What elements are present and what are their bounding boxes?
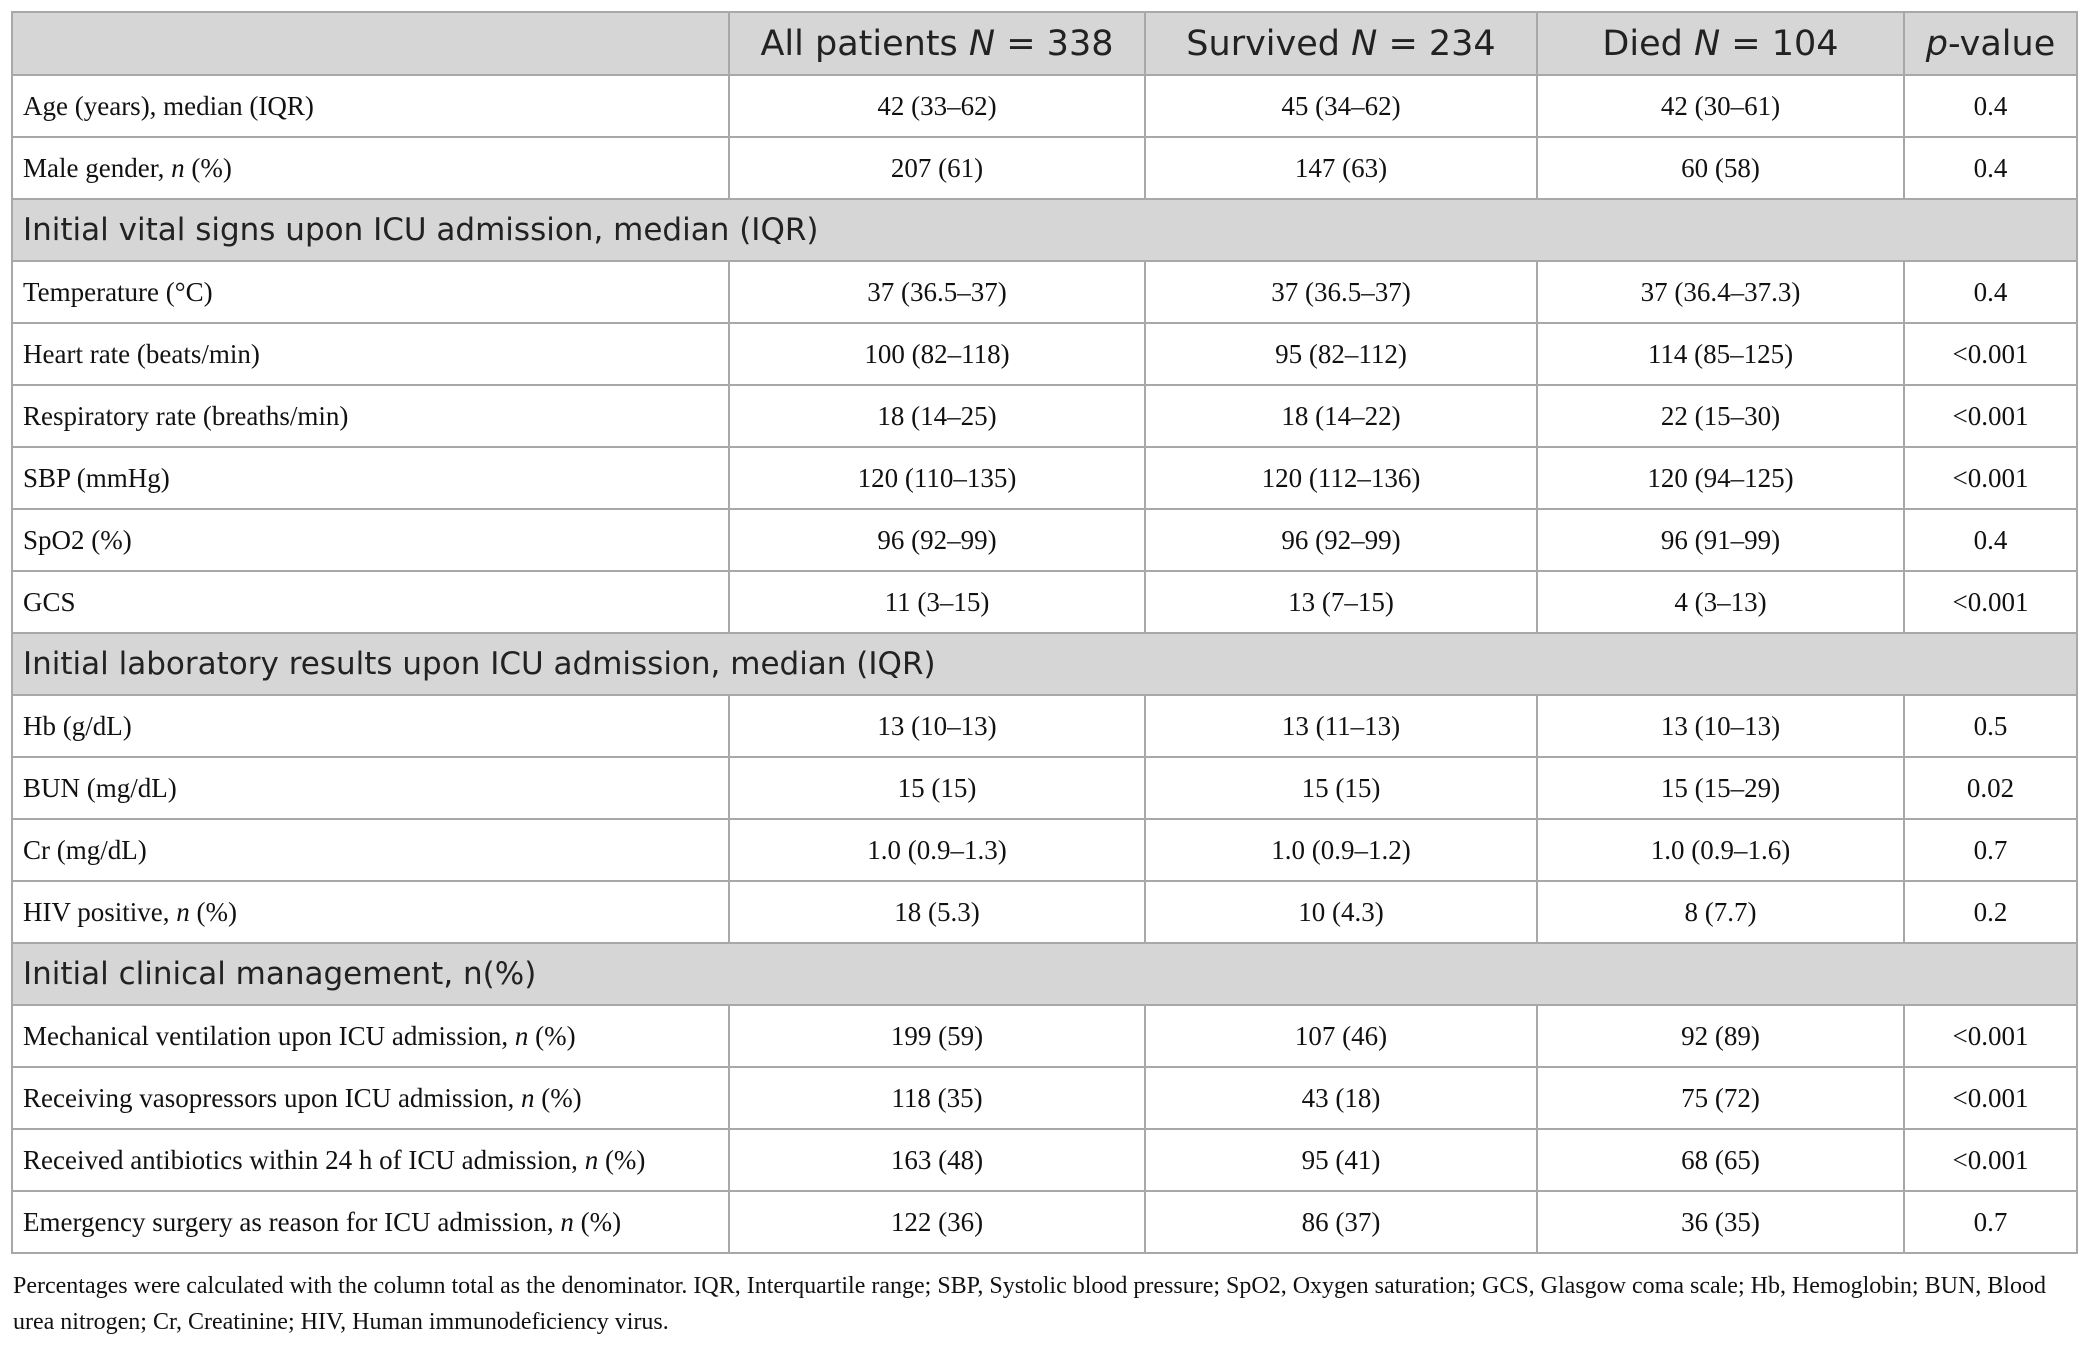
cell-p-value: 0.7 (1904, 1191, 2077, 1253)
cell-p-value: 0.4 (1904, 261, 2077, 323)
cell-died: 96 (91–99) (1537, 509, 1904, 571)
table-row (12, 323, 2077, 385)
cell-p-value: <0.001 (1904, 1005, 2077, 1067)
cell-died: 37 (36.4–37.3) (1537, 261, 1904, 323)
cell-survived: 45 (34–62) (1145, 75, 1537, 137)
row-label: Cr (mg/dL) (12, 819, 729, 881)
cell-survived: 13 (7–15) (1145, 571, 1537, 633)
row-label: Hb (g/dL) (12, 695, 729, 757)
cell-p-value: 0.4 (1904, 509, 2077, 571)
table-row (12, 571, 2077, 633)
cell-died: 75 (72) (1537, 1067, 1904, 1129)
table-row (12, 385, 2077, 447)
table-row (12, 1005, 2077, 1067)
row-label: HIV positive, n (%) (12, 881, 729, 943)
cell-all-patients: 15 (15) (729, 757, 1145, 819)
cell-died: 68 (65) (1537, 1129, 1904, 1191)
row-label: Heart rate (beats/min) (12, 323, 729, 385)
table-row (12, 1191, 2077, 1253)
row-label: SBP (mmHg) (12, 447, 729, 509)
cell-all-patients: 1.0 (0.9–1.3) (729, 819, 1145, 881)
row-label: Receiving vasopressors upon ICU admission, n (%) (12, 1067, 729, 1129)
header-died: Died N = 104 (1537, 12, 1904, 75)
cell-p-value: 0.4 (1904, 75, 2077, 137)
cell-survived: 10 (4.3) (1145, 881, 1537, 943)
cell-died: 120 (94–125) (1537, 447, 1904, 509)
header-label-column (12, 12, 729, 75)
table-row (12, 1067, 2077, 1129)
cell-survived: 13 (11–13) (1145, 695, 1537, 757)
cell-p-value: <0.001 (1904, 571, 2077, 633)
cell-p-value: <0.001 (1904, 1067, 2077, 1129)
table-row (12, 447, 2077, 509)
row-label: Emergency surgery as reason for ICU admission, n (%) (12, 1191, 729, 1253)
row-label: GCS (12, 571, 729, 633)
cell-died: 4 (3–13) (1537, 571, 1904, 633)
table-row (12, 261, 2077, 323)
cell-p-value: <0.001 (1904, 323, 2077, 385)
cell-all-patients: 207 (61) (729, 137, 1145, 199)
cell-all-patients: 11 (3–15) (729, 571, 1145, 633)
section-title: Initial vital signs upon ICU admission, median (IQR) (12, 199, 2077, 261)
table-row (12, 757, 2077, 819)
row-label: Male gender, n (%) (12, 137, 729, 199)
table-row (12, 75, 2077, 137)
cell-survived: 15 (15) (1145, 757, 1537, 819)
row-label: SpO2 (%) (12, 509, 729, 571)
section-header-row (12, 633, 2077, 695)
cell-all-patients: 18 (5.3) (729, 881, 1145, 943)
cell-survived: 107 (46) (1145, 1005, 1537, 1067)
cell-all-patients: 163 (48) (729, 1129, 1145, 1191)
section-header-row (12, 199, 2077, 261)
row-label: BUN (mg/dL) (12, 757, 729, 819)
row-label: Temperature (°C) (12, 261, 729, 323)
cell-survived: 37 (36.5–37) (1145, 261, 1537, 323)
cell-all-patients: 37 (36.5–37) (729, 261, 1145, 323)
cell-p-value: 0.02 (1904, 757, 2077, 819)
cell-survived: 147 (63) (1145, 137, 1537, 199)
cell-survived: 95 (82–112) (1145, 323, 1537, 385)
cell-all-patients: 96 (92–99) (729, 509, 1145, 571)
cell-survived: 95 (41) (1145, 1129, 1537, 1191)
table-body (12, 75, 2077, 1253)
cell-survived: 96 (92–99) (1145, 509, 1537, 571)
cell-died: 15 (15–29) (1537, 757, 1904, 819)
cell-died: 42 (30–61) (1537, 75, 1904, 137)
cell-died: 92 (89) (1537, 1005, 1904, 1067)
header-all-patients: All patients N = 338 (729, 12, 1145, 75)
cell-all-patients: 122 (36) (729, 1191, 1145, 1253)
header-survived: Survived N = 234 (1145, 12, 1537, 75)
cell-p-value: <0.001 (1904, 1129, 2077, 1191)
cell-died: 36 (35) (1537, 1191, 1904, 1253)
row-label: Received antibiotics within 24 h of ICU admission, n (%) (12, 1129, 729, 1191)
cell-p-value: <0.001 (1904, 447, 2077, 509)
row-label: Age (years), median (IQR) (12, 75, 729, 137)
table-row (12, 881, 2077, 943)
cell-died: 22 (15–30) (1537, 385, 1904, 447)
row-label: Mechanical ventilation upon ICU admission, n (%) (12, 1005, 729, 1067)
cell-died: 8 (7.7) (1537, 881, 1904, 943)
cell-survived: 43 (18) (1145, 1067, 1537, 1129)
cell-all-patients: 120 (110–135) (729, 447, 1145, 509)
table-container (11, 11, 2076, 1340)
cell-p-value: 0.7 (1904, 819, 2077, 881)
section-title: Initial clinical management, n(%) (12, 943, 2077, 1005)
cell-p-value: 0.5 (1904, 695, 2077, 757)
cell-all-patients: 18 (14–25) (729, 385, 1145, 447)
cell-died: 60 (58) (1537, 137, 1904, 199)
cell-all-patients: 100 (82–118) (729, 323, 1145, 385)
table-row (12, 819, 2077, 881)
cell-p-value: 0.4 (1904, 137, 2077, 199)
cell-p-value: 0.2 (1904, 881, 2077, 943)
header-p-value: p-value (1904, 12, 2077, 75)
row-label: Respiratory rate (breaths/min) (12, 385, 729, 447)
cell-all-patients: 199 (59) (729, 1005, 1145, 1067)
table-row (12, 1129, 2077, 1191)
section-title: Initial laboratory results upon ICU admission, median (IQR) (12, 633, 2077, 695)
cell-died: 1.0 (0.9–1.6) (1537, 819, 1904, 881)
cell-survived: 18 (14–22) (1145, 385, 1537, 447)
cell-survived: 120 (112–136) (1145, 447, 1537, 509)
header-row (12, 12, 2077, 75)
cell-p-value: <0.001 (1904, 385, 2077, 447)
table-footnote: Percentages were calculated with the column total as the denominator. IQR, Interquartile range; SBP, Systolic blood pressure; SpO2, Oxygen saturation; GCS, Glasgow coma scale; Hb, Hemoglobin; BUN, Blood urea nitrogen; Cr, Creatinine; HIV, Human immunodeficiency virus. (13, 1273, 2046, 1335)
table-row (12, 137, 2077, 199)
cell-survived: 1.0 (0.9–1.2) (1145, 819, 1537, 881)
section-header-row (12, 943, 2077, 1005)
cell-survived: 86 (37) (1145, 1191, 1537, 1253)
table-row (12, 509, 2077, 571)
table-row (12, 695, 2077, 757)
cell-all-patients: 118 (35) (729, 1067, 1145, 1129)
cell-all-patients: 13 (10–13) (729, 695, 1145, 757)
patient-characteristics-table (11, 11, 2078, 1254)
cell-died: 114 (85–125) (1537, 323, 1904, 385)
cell-died: 13 (10–13) (1537, 695, 1904, 757)
cell-all-patients: 42 (33–62) (729, 75, 1145, 137)
